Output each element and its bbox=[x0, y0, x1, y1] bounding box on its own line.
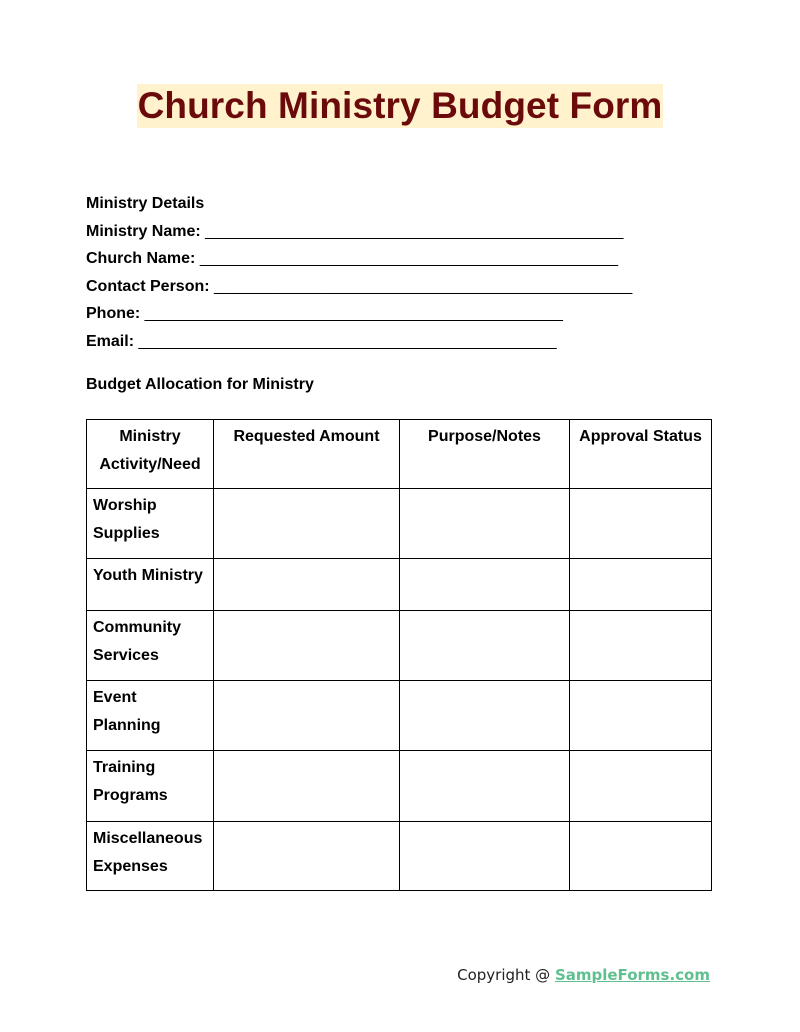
requested-amount-cell[interactable] bbox=[214, 611, 400, 681]
table-row bbox=[87, 611, 712, 681]
field-blank[interactable]: _______________________________________________ bbox=[205, 222, 624, 240]
field-label: Email: bbox=[86, 332, 135, 350]
church-name-field[interactable] bbox=[86, 247, 632, 275]
activity-cell: Worship Supplies bbox=[87, 489, 214, 559]
email-field[interactable] bbox=[86, 330, 632, 358]
activity-cell: Miscellaneous Expenses bbox=[87, 822, 214, 891]
approval-status-cell[interactable] bbox=[570, 611, 712, 681]
field-blank[interactable]: _______________________________________________ bbox=[199, 250, 619, 268]
table-row bbox=[87, 489, 712, 559]
approval-status-cell[interactable] bbox=[570, 681, 712, 751]
approval-status-cell[interactable] bbox=[570, 559, 712, 611]
requested-amount-cell[interactable] bbox=[214, 559, 400, 611]
ministry-name-field[interactable] bbox=[86, 220, 632, 248]
contact-person-field[interactable] bbox=[86, 275, 632, 303]
requested-amount-cell[interactable] bbox=[214, 489, 400, 559]
table-row bbox=[87, 822, 712, 891]
approval-status-cell[interactable] bbox=[570, 489, 712, 559]
copyright-text: Copyright @ bbox=[457, 966, 555, 984]
table-row bbox=[87, 751, 712, 822]
table-row bbox=[87, 681, 712, 751]
field-blank[interactable]: _______________________________________________ bbox=[144, 305, 563, 323]
requested-amount-cell[interactable] bbox=[214, 681, 400, 751]
page-title: Church Ministry Budget Form bbox=[137, 85, 663, 126]
column-header-approval-status: Approval Status bbox=[570, 420, 712, 489]
brand-link[interactable]: SampleForms.com bbox=[554, 966, 710, 984]
requested-amount-cell[interactable] bbox=[214, 751, 400, 822]
activity-cell: Community Services bbox=[87, 611, 214, 681]
field-label: Phone: bbox=[86, 305, 141, 323]
column-header-activity: Ministry Activity/Need bbox=[87, 420, 214, 489]
purpose-notes-cell[interactable] bbox=[400, 751, 570, 822]
approval-status-cell[interactable] bbox=[570, 751, 712, 822]
purpose-notes-cell[interactable] bbox=[400, 489, 570, 559]
details-heading: Ministry Details bbox=[86, 195, 205, 212]
copyright-footer bbox=[457, 966, 710, 984]
field-blank[interactable]: _______________________________________________ bbox=[214, 277, 633, 295]
field-label: Contact Person: bbox=[86, 277, 210, 295]
budget-heading: Budget Allocation for Ministry bbox=[86, 376, 314, 393]
activity-cell: Youth Ministry bbox=[87, 559, 214, 611]
purpose-notes-cell[interactable] bbox=[400, 611, 570, 681]
purpose-notes-cell[interactable] bbox=[400, 681, 570, 751]
activity-cell: Event Planning bbox=[87, 681, 214, 751]
budget-table bbox=[86, 419, 712, 891]
field-label: Church Name: bbox=[86, 250, 196, 268]
field-blank[interactable]: _______________________________________________ bbox=[138, 332, 557, 350]
field-label: Ministry Name: bbox=[86, 222, 201, 240]
title-wrap bbox=[0, 84, 800, 128]
table-row bbox=[87, 559, 712, 611]
activity-cell: Training Programs bbox=[87, 751, 214, 822]
phone-field[interactable] bbox=[86, 302, 632, 330]
table-header-row bbox=[87, 420, 712, 489]
purpose-notes-cell[interactable] bbox=[400, 559, 570, 611]
column-header-requested-amount: Requested Amount bbox=[214, 420, 400, 489]
column-header-purpose-notes: Purpose/Notes bbox=[400, 420, 570, 489]
approval-status-cell[interactable] bbox=[570, 822, 712, 891]
ministry-details bbox=[86, 192, 632, 358]
requested-amount-cell[interactable] bbox=[214, 822, 400, 891]
purpose-notes-cell[interactable] bbox=[400, 822, 570, 891]
